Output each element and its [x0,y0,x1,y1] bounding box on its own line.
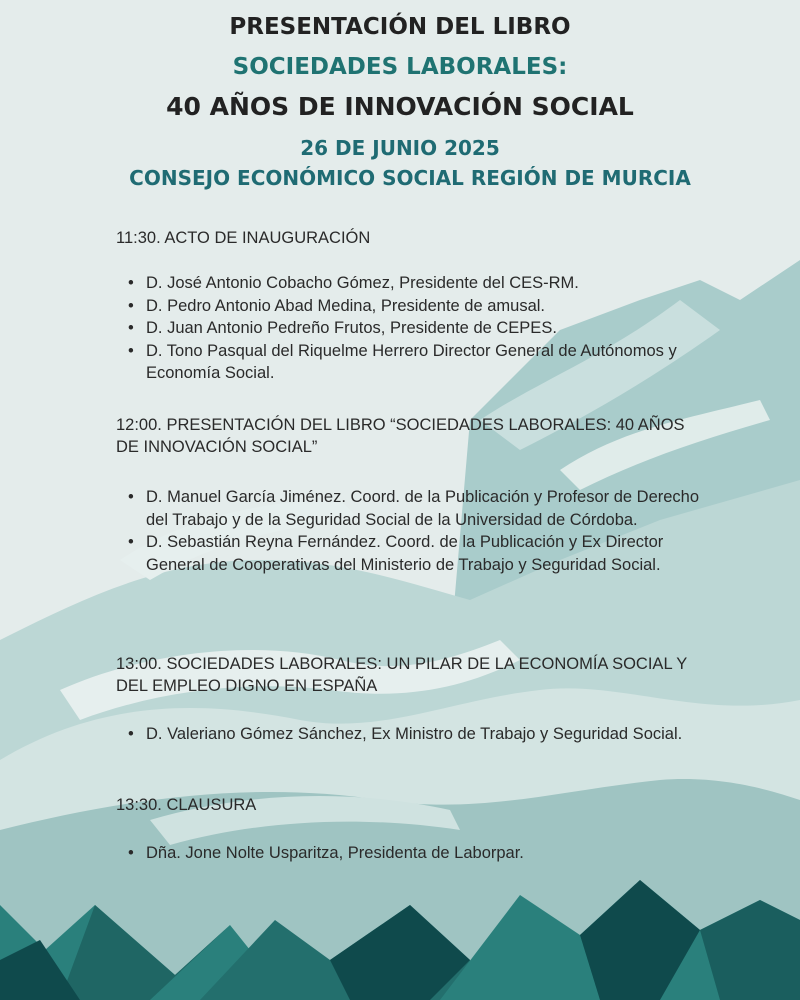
header-line-1: PRESENTACIÓN DEL LIBRO [229,14,571,40]
book-title: SOCIEDADES LABORALES: [232,54,568,80]
bullet-icon: • [128,725,134,743]
list-item [126,723,706,746]
bullet-icon: • [128,319,134,337]
section-heading-presentation: 12:00. PRESENTACIÓN DEL LIBRO “SOCIEDADES LABORALES: 40 AÑOS DE INNOVACIÓN SOCIAL” [116,416,685,456]
list-item [126,340,706,385]
event-venue: CONSEJO ECONÓMICO SOCIAL REGIÓN DE MURCIA [129,166,691,190]
speaker-text: D. Sebastián Reyna Fernández. Coord. de la Publicación y Ex Director General de Cooperativas del Ministerio de Trabajo y Seguridad Social. [146,533,664,574]
bullet-icon: • [128,296,134,315]
book-subtitle: 40 AÑOS DE INNOVACIÓN SOCIAL [166,92,634,121]
speaker-list-pillar [126,723,706,746]
speaker-text: D. Juan Antonio Pedreño Frutos, Presidente de CEPES. [146,319,557,337]
bullet-icon: • [128,341,134,360]
list-item [126,272,706,295]
speaker-text: D. Manuel García Jiménez. Coord. de la Publicación y Profesor de Derecho del Trabajo y de la Seguridad Social de la Universidad de Córdoba. [146,488,700,529]
speaker-text: D. José Antonio Cobacho Gómez, Presidente del CES-RM. [146,274,579,292]
section-heading-closing: 13:30. CLAUSURA [116,796,257,814]
bullet-icon: • [128,488,134,506]
section-heading-pillar: 13:00. SOCIEDADES LABORALES: UN PILAR DE LA ECONOMÍA SOCIAL Y DEL EMPLEO DIGNO EN ESPAÑA [116,655,687,695]
bullet-icon: • [128,274,134,292]
list-item [126,295,706,318]
speaker-text: D. Tono Pasqual del Riquelme Herrero Director General de Autónomos y Economía Social. [146,341,677,382]
speaker-list-inauguration [126,272,706,385]
list-item [126,842,706,865]
speaker-text: D. Pedro Antonio Abad Medina, Presidente de amusal. [146,296,546,315]
speaker-list-presentation [126,486,706,576]
speaker-text: Dña. Jone Nolte Usparitza, Presidenta de Laborpar. [146,844,524,862]
event-date: 26 DE JUNIO 2025 [300,136,500,160]
speaker-text: D. Valeriano Gómez Sánchez, Ex Ministro de Trabajo y Seguridad Social. [146,725,683,743]
list-item [126,317,706,340]
bullet-icon: • [128,533,134,551]
list-item [126,486,706,531]
bullet-icon: • [128,844,134,862]
section-heading-inauguration: 11:30. ACTO DE INAUGURACIÓN [116,229,371,247]
speaker-list-closing [126,842,706,865]
list-item [126,531,706,576]
